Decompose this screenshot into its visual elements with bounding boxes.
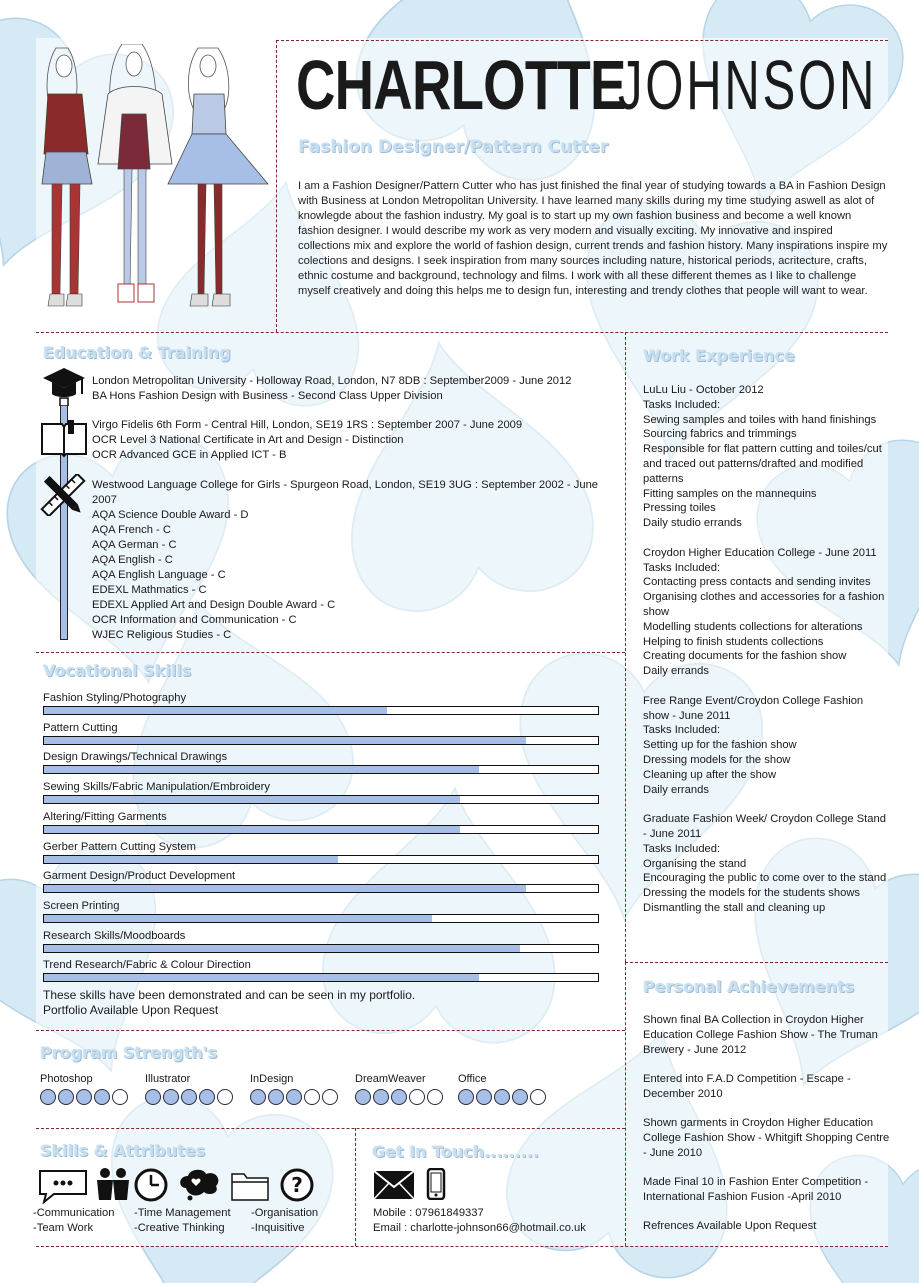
education-line: WJEC Religious Studies - C [92, 629, 232, 641]
divider-skills-bottom [36, 1030, 625, 1031]
achievements-list [643, 1013, 891, 1249]
rating-dot [304, 1089, 320, 1105]
team-icon [96, 1166, 130, 1202]
work-entry-line: Creating documents for the fashion show [643, 650, 847, 663]
work-entry-line: Dismantling the stall and cleaning up [643, 901, 826, 914]
program-rating [355, 1089, 443, 1105]
program-rating [145, 1089, 233, 1105]
attribute-item: -Time Management [134, 1207, 231, 1219]
work-experience-list [643, 383, 891, 930]
divider-education-bottom [36, 652, 625, 653]
skill-bar-fill [44, 885, 526, 892]
work-entry-line: Sewing samples and toiles with hand finishings [643, 413, 877, 426]
book-icon [40, 418, 88, 458]
rating-dot [199, 1089, 215, 1105]
work-entry-line: Tasks Included: [643, 561, 721, 574]
skill-label: Gerber Pattern Cutting System [43, 840, 196, 853]
program-rating [40, 1089, 128, 1105]
figure-right [168, 48, 268, 306]
job-title: Fashion Designer/Pattern Cutter [298, 137, 609, 157]
rating-dot [94, 1089, 110, 1105]
attributes-column-1 [33, 1206, 114, 1235]
attribute-item: -Communication [33, 1207, 115, 1219]
achievement-item: Shown final BA Collection in Croydon Higher Education College Fashion Show - The Truman Brewery - June 2012 [643, 1014, 878, 1056]
divider-contact-vertical [355, 1128, 356, 1246]
education-entry-university [92, 374, 612, 404]
work-entry-line: Setting up for the fashion show [643, 739, 797, 752]
work-entry [643, 812, 891, 916]
rating-dot [163, 1089, 179, 1105]
divider-work-bottom [625, 962, 888, 963]
work-entry-title: Free Range Event/Croydon College Fashion show - June 2011 [643, 694, 864, 722]
achievement-item: Made Final 10 in Fashion Enter Competition - International Fashion Fusion -April 2010 [643, 1176, 869, 1203]
contact-heading: Get In Touch......... [372, 1142, 539, 1161]
question-icon [280, 1168, 314, 1202]
rating-dot [391, 1089, 407, 1105]
work-entry-line: Tasks Included: [643, 724, 721, 737]
rating-dot [112, 1089, 128, 1105]
attributes-column-2 [134, 1206, 231, 1235]
skill-bar-fill [44, 737, 526, 744]
skill-bar-fill [44, 915, 432, 922]
skill-row [43, 691, 599, 715]
folder-icon [230, 1170, 270, 1202]
mobile-phone-icon [426, 1168, 446, 1200]
education-line: AQA French - C [92, 524, 171, 536]
work-entry [643, 546, 891, 679]
full-name [296, 40, 878, 130]
achievements-heading: Personal Achievements [643, 977, 855, 996]
skill-row [43, 780, 599, 804]
education-line: AQA English - C [92, 554, 173, 566]
skill-label: Sewing Skills/Fabric Manipulation/Embroidery [43, 781, 270, 794]
divider-right-column-upper [625, 332, 626, 962]
work-entry-line: Encouraging the public to come over to the stand [643, 872, 887, 885]
skill-bar-fill [44, 945, 520, 952]
rating-dot [181, 1089, 197, 1105]
program-label: Photoshop [40, 1073, 93, 1085]
education-line: OCR Advanced GCE in Applied ICT - B [92, 449, 287, 461]
skill-bar [43, 736, 599, 745]
rating-dot [76, 1089, 92, 1105]
attributes-heading: Skills & Attributes [40, 1141, 206, 1160]
education-entry-sixth-form [92, 418, 612, 463]
work-entry-line: Cleaning up after the show [643, 768, 777, 781]
work-entry-line: Pressing toiles [643, 502, 716, 515]
work-entry-line: Daily errands [643, 665, 709, 678]
skill-bar-fill [44, 974, 479, 981]
skill-row [43, 929, 599, 953]
attributes-column-3 [251, 1206, 318, 1235]
education-line: AQA English Language - C [92, 569, 226, 581]
attribute-item: -Creative Thinking [134, 1221, 225, 1234]
rating-dot [530, 1089, 546, 1105]
rating-dot [458, 1089, 474, 1105]
intro-paragraph: I am a Fashion Designer/Pattern Cutter who has just finished the final year of studying towards a BA in Fashion Design with Business at London Metropolitan University. I have learned many skills during my time studying aswell as alot of knowlegde about the fashion industry. My goal is to start up my own fashion business and become a well known fashion designer. I would describe my work as very modern and visually exciting. My innovative and inspired collections mix and explore the world of fashion design, current trends and fashion history. Many inspirations inspire my colections and designs. I seek inspiration from many sources including nature, historical periods, acritecture, crafts, ethnic costume and background, technology and films. I work with all these different themes as I like to challenge myself creatively and doing this helps me to design fun, interesting and trendy clothes that people will want to wear. [298, 180, 888, 297]
skills-note-line: Portfolio Available Upon Request [43, 1003, 219, 1017]
attribute-item: -Inquisitive [251, 1221, 305, 1234]
education-entry-college [92, 478, 607, 643]
skill-bar [43, 825, 599, 834]
divider-header-vertical [276, 40, 277, 332]
figure-left [42, 48, 92, 306]
programs-heading: Program Strength's [40, 1043, 218, 1062]
attribute-item: -Organisation [251, 1207, 319, 1219]
first-name: CHARLOTTE [296, 46, 626, 124]
program-item [250, 1073, 338, 1105]
skill-bar [43, 706, 599, 715]
speech-bubble-icon [36, 1168, 90, 1204]
work-entry-line: Dressing the models for the students shows [643, 887, 861, 900]
rating-dot [373, 1089, 389, 1105]
rating-dot [217, 1089, 233, 1105]
skills-note-line: These skills have been demonstrated and can be seen in my portfolio. [43, 988, 416, 1002]
thought-bubble-icon [178, 1168, 222, 1202]
education-line: London Metropolitan University - Holloway Road, London, N7 8DB : September2009 - June 2012 [92, 375, 572, 387]
skill-label: Research Skills/Moodboards [43, 929, 186, 942]
skill-row [43, 899, 599, 923]
work-entry-title: Graduate Fashion Week/ Croydon College Stand - June 2011 [643, 813, 886, 840]
education-line: Westwood Language College for Girls - Spurgeon Road, London, SE19 3UG : September 2002 - June 2007 [92, 479, 599, 506]
skill-label: Design Drawings/Technical Drawings [43, 751, 228, 764]
work-entry-line: Contacting press contacts and sending invites [643, 576, 871, 589]
work-entry-line: Dressing models for the show [643, 753, 791, 766]
rating-dot [40, 1089, 56, 1105]
work-entry-line: Organising clothes and accessories for a fashion show [643, 591, 885, 618]
work-heading: Work Experience [643, 346, 795, 365]
skill-label: Trend Research/Fabric & Colour Direction [43, 959, 251, 972]
rating-dot [494, 1089, 510, 1105]
work-entry-line: Daily studio errands [643, 517, 742, 530]
work-entry-line: Fitting samples on the mannequins [643, 487, 817, 500]
work-entry-line: Tasks Included: [643, 842, 721, 855]
work-entry-line: Helping to finish students collections [643, 635, 824, 648]
skill-bar-fill [44, 766, 479, 773]
fashion-illustration [38, 44, 274, 328]
skill-row [43, 958, 599, 982]
education-line: EDEXL Applied Art and Design Double Award - C [92, 599, 336, 611]
education-line: OCR Level 3 National Certificate in Art and Design - Distinction [92, 434, 404, 446]
envelope-icon [373, 1170, 415, 1200]
skill-label: Garment Design/Product Development [43, 870, 236, 883]
work-entry-line: Modelling students collections for alterations [643, 620, 863, 633]
skills-note [43, 988, 415, 1018]
contact-email[interactable]: Email : charlotte-johnson66@hotmail.co.uk [373, 1221, 586, 1234]
contact-mobile[interactable]: Mobile : 07961849337 [373, 1207, 484, 1219]
skill-bar [43, 973, 599, 982]
work-entry-line: Sourcing fabrics and trimmings [643, 428, 797, 441]
svg-text:?: ? [291, 1173, 303, 1197]
rating-dot [286, 1089, 302, 1105]
rating-dot [512, 1089, 528, 1105]
program-item [40, 1073, 128, 1105]
attribute-item: -Team Work [33, 1221, 94, 1234]
education-line: AQA German - C [92, 539, 177, 551]
divider-programs-bottom [36, 1128, 625, 1129]
skill-bar-fill [44, 796, 460, 803]
skill-bar [43, 795, 599, 804]
skill-bar [43, 944, 599, 953]
education-line: BA Hons Fashion Design with Business - Second Class Upper Division [92, 390, 443, 402]
skill-bar [43, 884, 599, 893]
skill-bar-fill [44, 856, 338, 863]
education-line: Virgo Fidelis 6th Form - Central Hill, London, SE19 1RS : September 2007 - June 2009 [92, 419, 523, 431]
work-entry-line: Daily errands [643, 783, 709, 796]
education-line: OCR Information and Communication - C [92, 614, 297, 626]
work-entry-line: Tasks Included: [643, 398, 721, 411]
skill-label: Altering/Fitting Garments [43, 810, 167, 823]
skill-bar [43, 855, 599, 864]
program-item [458, 1073, 546, 1105]
skill-label: Pattern Cutting [43, 721, 118, 734]
work-entry-title: LuLu Liu - October 2012 [643, 384, 764, 396]
rating-dot [145, 1089, 161, 1105]
work-entry-title: Croydon Higher Education College - June 2011 [643, 546, 877, 559]
program-item [145, 1073, 233, 1105]
rating-dot [250, 1089, 266, 1105]
education-heading: Education & Training [43, 343, 231, 362]
program-label: DreamWeaver [355, 1073, 426, 1085]
skill-row [43, 810, 599, 834]
skill-row [43, 721, 599, 745]
graduation-cap-icon [42, 366, 86, 406]
skill-bar [43, 914, 599, 923]
rating-dot [409, 1089, 425, 1105]
program-label: Office [458, 1073, 487, 1085]
achievement-item: Shown garments in Croydon Higher Education College Fashion Show - Whitgift Shopping Centre - June 2010 [643, 1117, 890, 1159]
skill-bar-fill [44, 826, 460, 833]
skill-row [43, 869, 599, 893]
rating-dot [355, 1089, 371, 1105]
last-name: JOHNSON [618, 46, 878, 124]
program-rating [458, 1089, 546, 1105]
figure-middle [98, 44, 172, 302]
skill-row [43, 750, 599, 774]
rating-dot [427, 1089, 443, 1105]
contact-details [373, 1206, 586, 1235]
program-label: Illustrator [145, 1073, 191, 1085]
skill-bar [43, 765, 599, 774]
rating-dot [268, 1089, 284, 1105]
vocational-heading: Vocational Skills [43, 661, 192, 680]
work-entry [643, 694, 891, 798]
achievement-item: Entered into F.A.D Competition - Escape - December 2010 [643, 1072, 851, 1100]
program-label: InDesign [250, 1073, 294, 1085]
work-entry-line: Organising the stand [643, 857, 747, 870]
work-entry-line: Responsible for flat pattern cutting and toiles/cut and traced out patterns/drafted and modified patterns [643, 443, 882, 485]
work-entry [643, 383, 891, 531]
rating-dot [58, 1089, 74, 1105]
clock-icon [134, 1168, 168, 1202]
education-line: AQA Science Double Award - D [92, 509, 249, 521]
skill-bar-fill [44, 707, 387, 714]
divider-right-column-lower [625, 962, 626, 1246]
program-rating [250, 1089, 338, 1105]
achievement-item: Refrences Available Upon Request [643, 1220, 817, 1233]
skill-label: Fashion Styling/Photography [43, 692, 187, 704]
rating-dot [476, 1089, 492, 1105]
program-item [355, 1073, 443, 1105]
skill-label: Screen Printing [43, 899, 120, 912]
ruler-pencil-icon [40, 474, 86, 516]
skill-row [43, 840, 599, 864]
education-line: EDEXL Mathmatics - C [92, 584, 207, 596]
rating-dot [322, 1089, 338, 1105]
divider-header-bottom [36, 332, 888, 333]
